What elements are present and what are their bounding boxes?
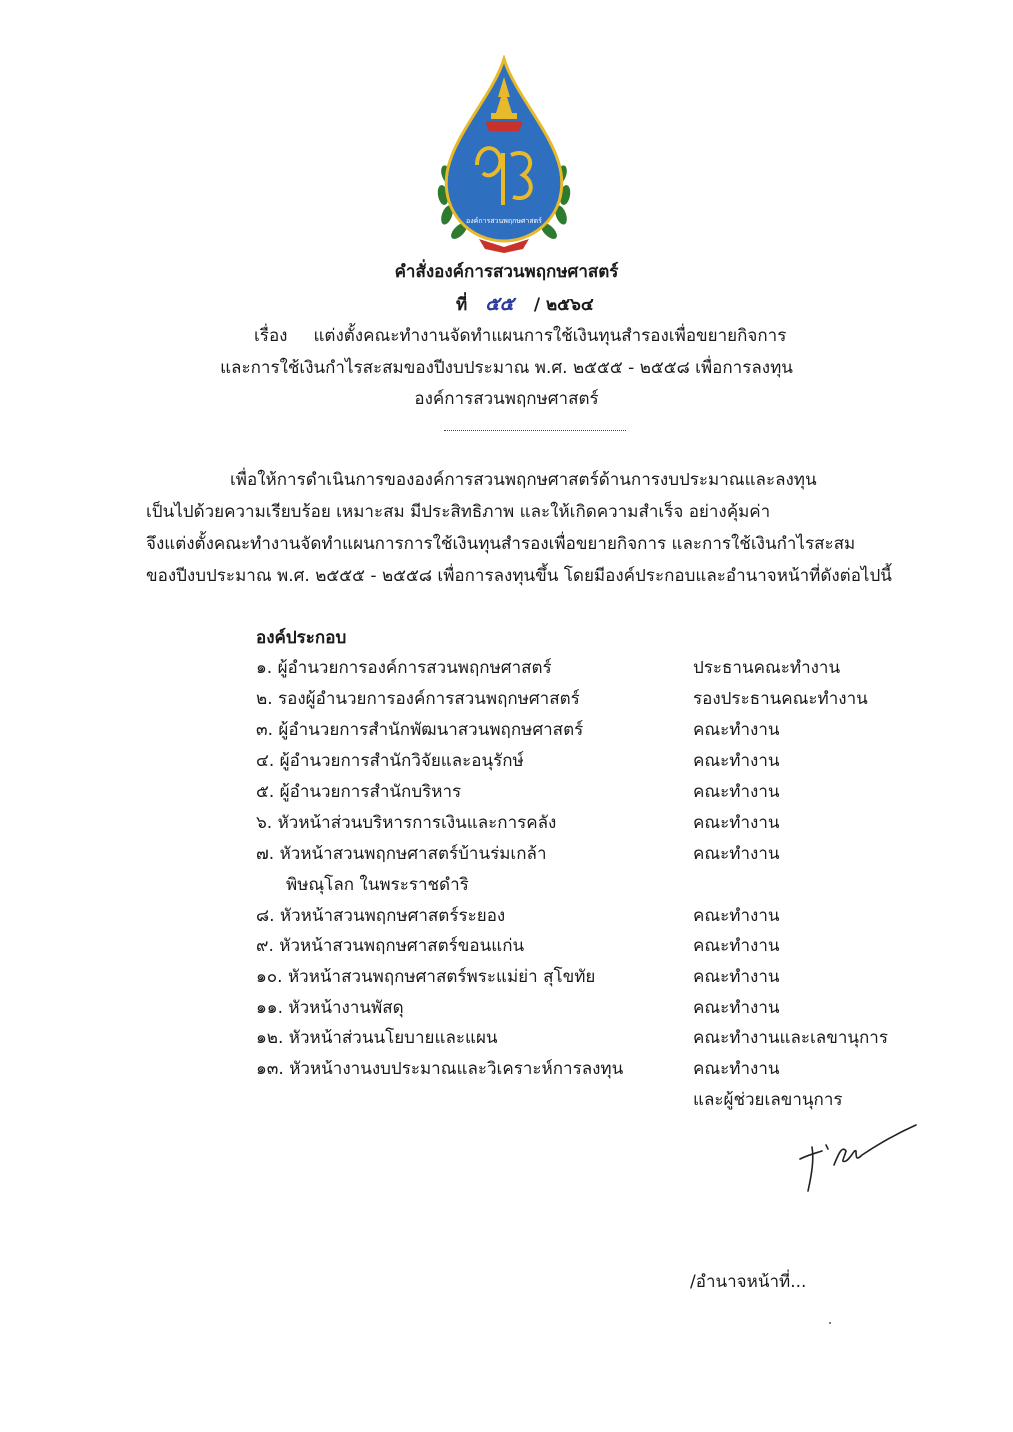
number-year: / ๒๕๖๔: [533, 295, 594, 315]
member-item: ๘. หัวหน้าสวนพฤกษศาสตร์ระยอง: [256, 906, 506, 926]
member-item: ๑๐. หัวหน้าสวนพฤกษศาสตร์พระแม่ย่า สุโขทัย: [256, 967, 596, 987]
member-item: ๑๓. หัวหน้างานงบประมาณและวิเคราะห์การลงทุน: [256, 1059, 624, 1079]
body-line-4: ของปีงบประมาณ พ.ศ. ๒๕๕๕ - ๒๕๕๘ เพื่อการลงทุนขึ้น โดยมีองค์ประกอบและอำนาจหน้าที่ดังต่อไปนี้: [146, 566, 892, 586]
member-role: คณะทำงาน: [693, 906, 780, 926]
page-speck: [829, 1322, 831, 1324]
subject-line-1: [254, 322, 786, 349]
continuation-note: /อำนาจหน้าที่...: [690, 1272, 807, 1292]
member-role-continuation: และผู้ช่วยเลขานุการ: [693, 1090, 843, 1110]
member-item: ๕. ผู้อำนวยการสำนักบริหาร: [256, 782, 462, 802]
svg-text:องค์การสวนพฤกษศาสตร์: องค์การสวนพฤกษศาสตร์: [466, 217, 542, 225]
member-item: ๗. หัวหน้าสวนพฤกษศาสตร์บ้านร่มเกล้า: [256, 844, 547, 864]
member-item-continuation: พิษณุโลก ในพระราชดำริ: [286, 875, 469, 895]
member-role: คณะทำงานและเลขานุการ: [693, 1028, 888, 1048]
member-role: คณะทำงาน: [693, 782, 780, 802]
member-role: รองประธานคณะทำงาน: [693, 689, 868, 709]
member-item: ๙. หัวหน้าสวนพฤกษศาสตร์ขอนแก่น: [256, 936, 525, 956]
body-line-3: จึงแต่งตั้งคณะทำงานจัดทำแผนการการใช้เงินทุนสำรองเพื่อขยายกิจการ และการใช้เงินกำไรสะสม: [146, 534, 856, 554]
organization-logo: [433, 55, 575, 253]
document-title: คำสั่งองค์การสวนพฤกษศาสตร์: [394, 262, 619, 282]
member-role: คณะทำงาน: [693, 936, 780, 956]
member-role: คณะทำงาน: [693, 844, 780, 864]
member-item: ๒. รองผู้อำนวยการองค์การสวนพฤกษศาสตร์: [256, 689, 580, 709]
member-role: คณะทำงาน: [693, 967, 780, 987]
member-role: คณะทำงาน: [693, 720, 780, 740]
subject-line-3: องค์การสวนพฤกษศาสตร์: [414, 389, 599, 409]
member-item: ๔. ผู้อำนวยการสำนักวิจัยและอนุรักษ์: [256, 751, 524, 771]
handwritten-signature: [790, 1115, 920, 1195]
number-label: ที่: [456, 295, 468, 315]
handwritten-number: ๕๕: [485, 293, 514, 315]
member-item: ๑๑. หัวหน้างานพัสดุ: [256, 998, 404, 1018]
member-item: ๓. ผู้อำนวยการสำนักพัฒนาสวนพฤกษศาสตร์: [256, 720, 584, 740]
body-line-1: เพื่อให้การดำเนินการขององค์การสวนพฤกษศาสตร์ด้านการงบประมาณและลงทุน: [230, 470, 817, 490]
dotted-separator: [444, 430, 626, 431]
member-role: คณะทำงาน: [693, 813, 780, 833]
order-number: [456, 289, 594, 319]
composition-heading: องค์ประกอบ: [256, 628, 347, 648]
subject-label: เรื่อง: [254, 326, 288, 346]
member-role: คณะทำงาน: [693, 998, 780, 1018]
member-role: ประธานคณะทำงาน: [693, 658, 841, 678]
member-role: คณะทำงาน: [693, 1059, 780, 1079]
body-line-2: เป็นไปด้วยความเรียบร้อย เหมาะสม มีประสิทธิภาพ และให้เกิดความสำเร็จ อย่างคุ้มค่า: [146, 502, 771, 522]
subject-line-2: และการใช้เงินกำไรสะสมของปีงบประมาณ พ.ศ. ๒๕๕๕ - ๒๕๕๘ เพื่อการลงทุน: [220, 358, 793, 378]
member-item: ๑. ผู้อำนวยการองค์การสวนพฤกษศาสตร์: [256, 658, 552, 678]
member-role: คณะทำงาน: [693, 751, 780, 771]
member-item: ๖. หัวหน้าส่วนบริหารการเงินและการคลัง: [256, 813, 557, 833]
member-item: ๑๒. หัวหน้าส่วนนโยบายและแผน: [256, 1028, 498, 1048]
subject-text-1: แต่งตั้งคณะทำงานจัดทำแผนการใช้เงินทุนสำรองเพื่อขยายกิจการ: [313, 326, 787, 346]
